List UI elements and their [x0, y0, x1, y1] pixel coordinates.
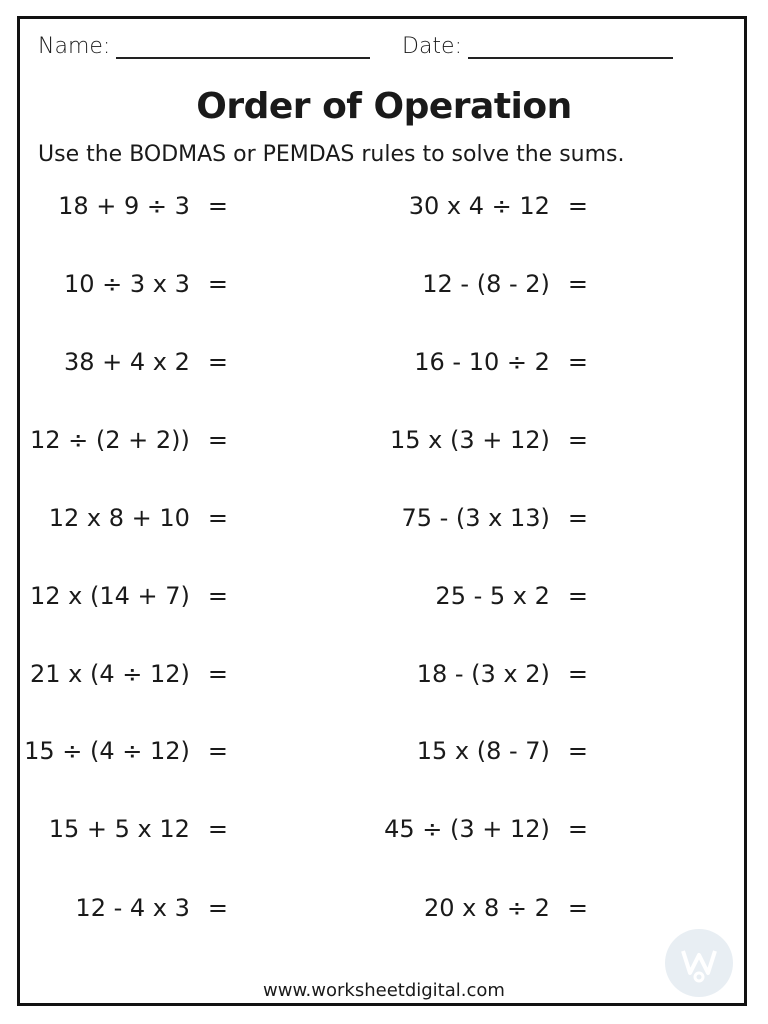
problem-left-5: [49, 504, 228, 532]
equals-sign: =: [567, 426, 588, 454]
expression: 16 - 10 ÷ 2: [414, 348, 550, 376]
expression: 25 - 5 x 2: [435, 582, 550, 610]
problem-left-3: [64, 348, 228, 376]
expression: 20 x 8 ÷ 2: [423, 894, 550, 922]
expression: 18 + 9 ÷ 3: [58, 192, 190, 220]
problem-right-2: [422, 270, 588, 298]
date-blank-line[interactable]: [468, 35, 673, 59]
problem-left-7: [30, 660, 228, 688]
problem-left-10: [75, 894, 228, 922]
equals-sign: =: [207, 270, 228, 298]
equals-sign: =: [567, 815, 588, 843]
equals-sign: =: [207, 192, 228, 220]
name-label: Name:: [38, 34, 111, 59]
name-field[interactable]: [38, 34, 370, 59]
name-blank-line[interactable]: [116, 35, 370, 59]
equals-sign: =: [567, 737, 588, 765]
page-title: Order of Operation: [196, 86, 572, 127]
expression: 12 - (8 - 2): [422, 270, 550, 298]
expression: 12 - 4 x 3: [75, 894, 190, 922]
problem-right-1: [409, 192, 588, 220]
equals-sign: =: [567, 270, 588, 298]
expression: 10 ÷ 3 x 3: [63, 270, 190, 298]
expression: 38 + 4 x 2: [63, 348, 190, 376]
equals-sign: =: [567, 348, 588, 376]
problem-right-5: [401, 504, 588, 532]
equals-sign: =: [207, 426, 228, 454]
expression: 15 x (8 - 7): [416, 737, 550, 765]
expression: 12 x 8 + 10: [48, 504, 190, 532]
problem-left-1: [58, 192, 228, 220]
problem-right-9: [384, 815, 588, 843]
equals-sign: =: [567, 192, 588, 220]
expression: 15 ÷ (4 ÷ 12): [24, 737, 190, 765]
expression: 12 x (14 + 7): [29, 582, 190, 610]
instructions: Use the BODMAS or PEMDAS rules to solve the sums.: [38, 142, 625, 167]
problem-right-4: [390, 426, 588, 454]
date-label: Date:: [402, 34, 462, 59]
equals-sign: =: [207, 894, 228, 922]
problem-right-7: [417, 660, 588, 688]
problem-left-9: [49, 815, 228, 843]
problem-left-4: [30, 426, 228, 454]
equals-sign: =: [207, 504, 228, 532]
expression: 30 x 4 ÷ 12: [408, 192, 550, 220]
expression: 18 - (3 x 2): [416, 660, 550, 688]
equals-sign: =: [207, 348, 228, 376]
problem-left-8: [24, 737, 228, 765]
expression: 45 ÷ (3 + 12): [384, 815, 550, 843]
equals-sign: =: [567, 660, 588, 688]
expression: 15 + 5 x 12: [48, 815, 190, 843]
equals-sign: =: [567, 894, 588, 922]
equals-sign: =: [567, 504, 588, 532]
expression: 75 - (3 x 13): [401, 504, 550, 532]
expression: 21 x (4 ÷ 12): [29, 660, 190, 688]
problem-right-10: [424, 894, 588, 922]
equals-sign: =: [567, 582, 588, 610]
date-field[interactable]: [402, 34, 673, 59]
equals-sign: =: [207, 660, 228, 688]
problem-left-6: [30, 582, 228, 610]
footer-url[interactable]: www.worksheetdigital.com: [263, 980, 505, 1001]
equals-sign: =: [207, 582, 228, 610]
equals-sign: =: [207, 815, 228, 843]
expression: 15 x (3 + 12): [389, 426, 550, 454]
problem-right-3: [414, 348, 588, 376]
problem-right-8: [417, 737, 588, 765]
equals-sign: =: [207, 737, 228, 765]
expression: 12 ÷ (2 + 2)): [29, 426, 190, 454]
problem-left-2: [64, 270, 228, 298]
problem-right-6: [435, 582, 588, 610]
